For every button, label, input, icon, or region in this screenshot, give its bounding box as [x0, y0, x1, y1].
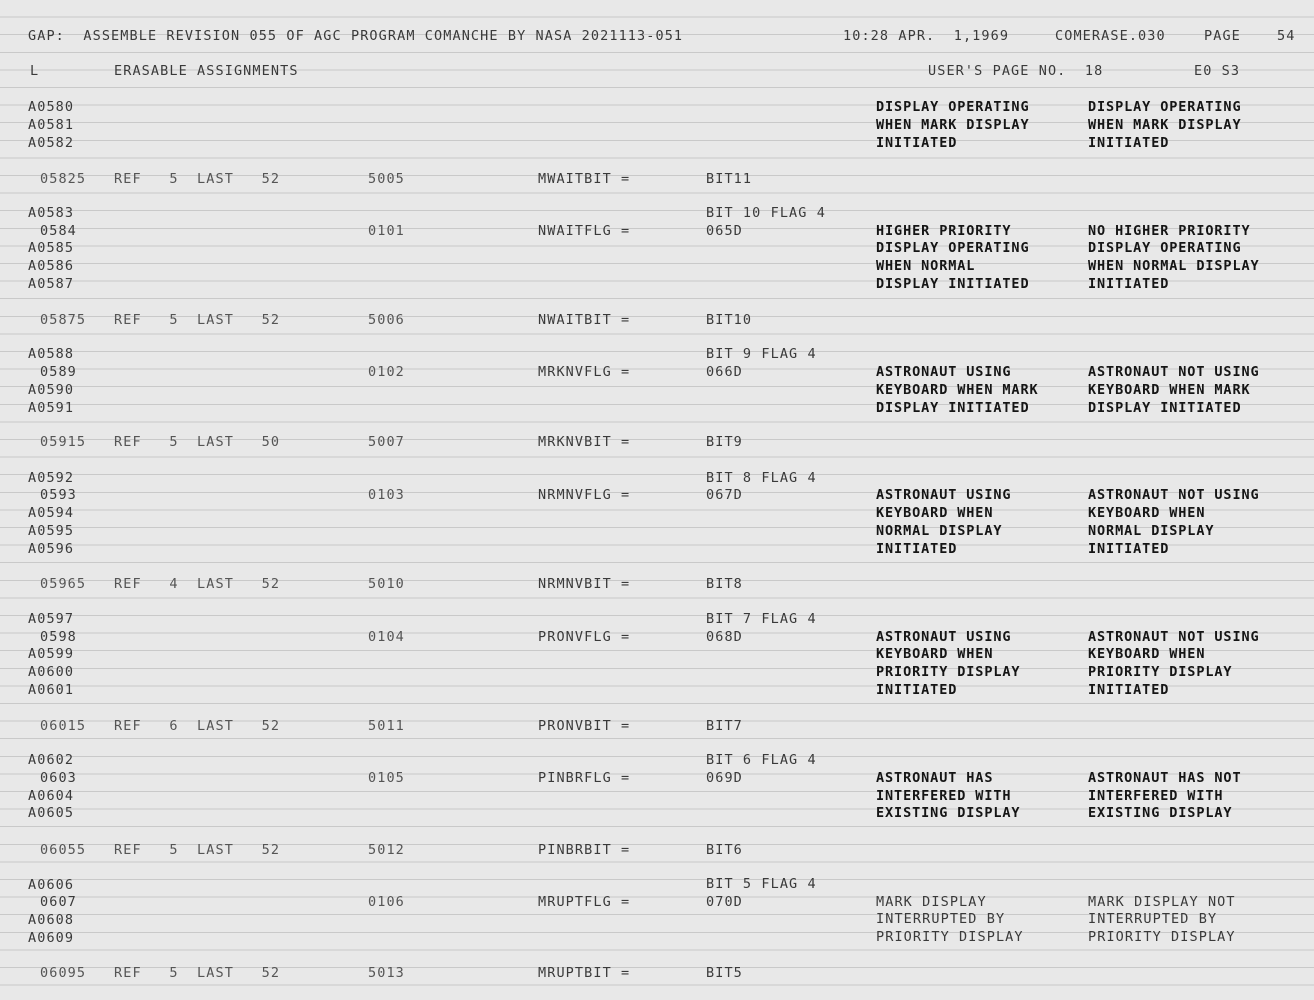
comment-reset: WHEN MARK DISPLAY: [1088, 117, 1242, 133]
line-number: A0590: [28, 382, 75, 398]
line-number: A0600: [28, 664, 75, 680]
line-number: 0584: [40, 223, 77, 239]
symbol-value: BIT6: [706, 842, 743, 858]
bit-flag: BIT 5 FLAG 4: [706, 876, 817, 892]
column-l: L: [30, 63, 40, 79]
address: 0105: [368, 770, 405, 786]
ref-number: 05965: [40, 576, 87, 592]
comment-set: WHEN NORMAL: [876, 258, 976, 274]
symbol-value: BIT8: [706, 576, 743, 592]
ref-number: 06015: [40, 718, 87, 734]
ref-info: REF 5 LAST 52: [114, 965, 281, 981]
comment-set: EXISTING DISPLAY: [876, 805, 1021, 821]
comment-reset: KEYBOARD WHEN: [1088, 505, 1206, 521]
comment-reset: KEYBOARD WHEN: [1088, 646, 1206, 662]
symbol-name: NWAITBIT =: [538, 312, 631, 328]
comment-set: INITIATED: [876, 135, 958, 151]
address: 5005: [368, 171, 405, 187]
line-number: A0602: [28, 752, 75, 768]
line-number: A0592: [28, 470, 75, 486]
line-number: A0588: [28, 346, 75, 362]
users-page-number: USER'S PAGE NO. 18: [928, 63, 1104, 79]
comment-reset: NO HIGHER PRIORITY: [1088, 223, 1251, 239]
symbol-value: BIT9: [706, 434, 743, 450]
symbol-name: MWAITBIT =: [538, 171, 631, 187]
line-number: A0605: [28, 805, 75, 821]
comment-reset: PRIORITY DISPLAY: [1088, 929, 1236, 945]
symbol-name: MRUPTBIT =: [538, 965, 631, 981]
address: 0103: [368, 487, 405, 503]
ref-number: 06095: [40, 965, 87, 981]
line-number: A0595: [28, 523, 75, 539]
comment-reset: MARK DISPLAY NOT: [1088, 894, 1236, 910]
comment-set: KEYBOARD WHEN MARK: [876, 382, 1039, 398]
ref-info: REF 5 LAST 52: [114, 171, 281, 187]
comment-set: ASTRONAUT USING: [876, 364, 1012, 380]
comment-set: INITIATED: [876, 682, 958, 698]
comment-set: NORMAL DISPLAY: [876, 523, 1003, 539]
bit-flag: BIT 6 FLAG 4: [706, 752, 817, 768]
assembly-file: COMERASE.030: [1055, 28, 1166, 44]
comment-reset: INITIATED: [1088, 135, 1170, 151]
bit-flag: BIT 8 FLAG 4: [706, 470, 817, 486]
line-number: A0582: [28, 135, 75, 151]
ref-info: REF 4 LAST 52: [114, 576, 281, 592]
ref-info: REF 5 LAST 52: [114, 312, 281, 328]
address: 5011: [368, 718, 405, 734]
comment-set: HIGHER PRIORITY: [876, 223, 1012, 239]
address: 5007: [368, 434, 405, 450]
ref-number: 05875: [40, 312, 87, 328]
comment-set: DISPLAY OPERATING: [876, 99, 1030, 115]
bit-flag: BIT 9 FLAG 4: [706, 346, 817, 362]
line-number: A0609: [28, 930, 75, 946]
comment-reset: DISPLAY OPERATING: [1088, 240, 1242, 256]
symbol-name: NWAITFLG =: [538, 223, 631, 239]
line-number: A0597: [28, 611, 75, 627]
comment-set: INTERRUPTED BY: [876, 911, 1006, 927]
comment-set: INITIATED: [876, 541, 958, 557]
line-number: 0607: [40, 894, 77, 910]
line-number: A0580: [28, 99, 75, 115]
symbol-name: MRUPTFLG =: [538, 894, 631, 910]
page-number: 54: [1277, 28, 1296, 44]
symbol-name: NRMNVFLG =: [538, 487, 631, 503]
comment-reset: ASTRONAUT NOT USING: [1088, 364, 1260, 380]
comment-reset: INTERRUPTED BY: [1088, 911, 1218, 927]
line-number: A0583: [28, 205, 75, 221]
line-number: A0581: [28, 117, 75, 133]
symbol-value: 065D: [706, 223, 743, 239]
comment-set: ASTRONAUT USING: [876, 629, 1012, 645]
comment-set: PRIORITY DISPLAY: [876, 929, 1024, 945]
line-number: A0604: [28, 788, 75, 804]
symbol-name: PINBRFLG =: [538, 770, 631, 786]
line-number: A0585: [28, 240, 75, 256]
address: 0104: [368, 629, 405, 645]
line-number: 0598: [40, 629, 77, 645]
ref-info: REF 5 LAST 52: [114, 842, 281, 858]
comment-reset: INTERFERED WITH: [1088, 788, 1224, 804]
comment-set: DISPLAY INITIATED: [876, 276, 1030, 292]
assembly-header: GAP: ASSEMBLE REVISION 055 OF AGC PROGRAM COMANCHE BY NASA 2021113-051: [28, 28, 684, 44]
comment-set: PRIORITY DISPLAY: [876, 664, 1021, 680]
line-number: A0591: [28, 400, 75, 416]
line-number: A0586: [28, 258, 75, 274]
line-number: 0603: [40, 770, 77, 786]
address: 5010: [368, 576, 405, 592]
symbol-name: NRMNVBIT =: [538, 576, 631, 592]
comment-set: WHEN MARK DISPLAY: [876, 117, 1030, 133]
symbol-value: 068D: [706, 629, 743, 645]
comment-set: KEYBOARD WHEN: [876, 646, 994, 662]
ref-number: 05825: [40, 171, 87, 187]
comment-reset: EXISTING DISPLAY: [1088, 805, 1233, 821]
comment-reset: INITIATED: [1088, 541, 1170, 557]
comment-set: ASTRONAUT HAS: [876, 770, 994, 786]
e0-s3-label: E0 S3: [1194, 63, 1241, 79]
comment-reset: NORMAL DISPLAY: [1088, 523, 1215, 539]
ref-number: 05915: [40, 434, 87, 450]
comment-set: MARK DISPLAY: [876, 894, 987, 910]
symbol-name: MRKNVFLG =: [538, 364, 631, 380]
symbol-value: 070D: [706, 894, 743, 910]
line-number: 0593: [40, 487, 77, 503]
comment-reset: INITIATED: [1088, 682, 1170, 698]
symbol-name: PINBRBIT =: [538, 842, 631, 858]
symbol-name: MRKNVBIT =: [538, 434, 631, 450]
ref-number: 06055: [40, 842, 87, 858]
comment-reset: ASTRONAUT NOT USING: [1088, 629, 1260, 645]
symbol-value: 067D: [706, 487, 743, 503]
comment-reset: PRIORITY DISPLAY: [1088, 664, 1233, 680]
address: 0101: [368, 223, 405, 239]
section-title: ERASABLE ASSIGNMENTS: [114, 63, 299, 79]
line-number: 0589: [40, 364, 77, 380]
comment-reset: INITIATED: [1088, 276, 1170, 292]
address: 0106: [368, 894, 405, 910]
symbol-value: BIT5: [706, 965, 743, 981]
line-number: A0608: [28, 912, 75, 928]
line-number: A0601: [28, 682, 75, 698]
line-number: A0606: [28, 877, 75, 893]
symbol-value: BIT10: [706, 312, 753, 328]
line-number: A0594: [28, 505, 75, 521]
comment-reset: ASTRONAUT HAS NOT: [1088, 770, 1242, 786]
symbol-value: 066D: [706, 364, 743, 380]
comment-reset: DISPLAY OPERATING: [1088, 99, 1242, 115]
symbol-value: BIT11: [706, 171, 753, 187]
address: 5012: [368, 842, 405, 858]
address: 0102: [368, 364, 405, 380]
bit-flag: BIT 10 FLAG 4: [706, 205, 826, 221]
symbol-value: BIT7: [706, 718, 743, 734]
comment-set: INTERFERED WITH: [876, 788, 1012, 804]
line-number: A0596: [28, 541, 75, 557]
comment-reset: DISPLAY INITIATED: [1088, 400, 1242, 416]
comment-reset: KEYBOARD WHEN MARK: [1088, 382, 1251, 398]
comment-set: DISPLAY INITIATED: [876, 400, 1030, 416]
line-number: A0587: [28, 276, 75, 292]
symbol-name: PRONVFLG =: [538, 629, 631, 645]
comment-set: KEYBOARD WHEN: [876, 505, 994, 521]
page-label: PAGE: [1204, 28, 1241, 44]
assembly-time: 10:28 APR. 1,1969: [843, 28, 1010, 44]
symbol-value: 069D: [706, 770, 743, 786]
symbol-name: PRONVBIT =: [538, 718, 631, 734]
comment-reset: WHEN NORMAL DISPLAY: [1088, 258, 1260, 274]
ref-info: REF 6 LAST 52: [114, 718, 281, 734]
bit-flag: BIT 7 FLAG 4: [706, 611, 817, 627]
comment-set: DISPLAY OPERATING: [876, 240, 1030, 256]
line-number: A0599: [28, 646, 75, 662]
ref-info: REF 5 LAST 50: [114, 434, 281, 450]
address: 5006: [368, 312, 405, 328]
comment-reset: ASTRONAUT NOT USING: [1088, 487, 1260, 503]
comment-set: ASTRONAUT USING: [876, 487, 1012, 503]
address: 5013: [368, 965, 405, 981]
